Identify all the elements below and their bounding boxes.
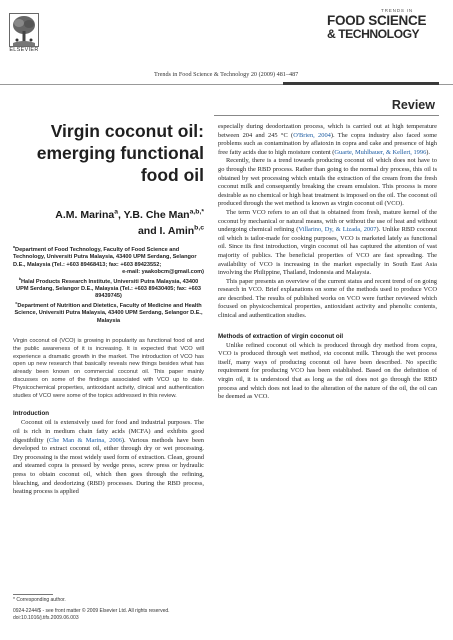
masthead-food-science: FOOD SCIENCE xyxy=(327,13,427,28)
text-run: ). Unlike RBD coconut oil which is tailor-made for cooking purposes, VCO is marketed lately as functional oil. Since its first introduction, virgin coconut oil has captured the attention of vast majority of publics. The beneficial properties of VCO are fast spreading. The availability of VCO is increasing in the market especially in South East Asia involving the Philippine, Thailand, Indonesia and Malaysia. xyxy=(218,226,437,277)
reference-link[interactable]: Che Man & Marina, 2006 xyxy=(48,436,122,444)
author-amin-sup: b,c xyxy=(194,224,204,232)
text-run: coconut milk. Through the wet process itself, many ways of producing coconut oil have been described. No specific requirement for producing VCO has been established. Based on the definition of virgin oil, it is understood that as long as the oil does not go through the RBD process and which does not lead to the alteration of the nature of the oil, the oil can be deemed as VCO. xyxy=(218,350,437,401)
left-column xyxy=(13,120,204,497)
title-line-1: Virgin coconut oil: xyxy=(50,121,204,141)
text-run: ). xyxy=(426,148,431,156)
doi-line[interactable]: doi:10.1016/j.tifs.2009.06.003 xyxy=(13,615,79,621)
text-run: This paper presents an overview of the current status and recent trend of on going research in VCO. Brief explanations on some of the methods used to produce VCO are described. The results of published works on VCO were further reviewed which focused on physicochemical properties, antioxidant activity and phenolic contents, clinical and authentication studies. xyxy=(218,277,437,320)
section-label: Review xyxy=(391,98,435,112)
reference-link[interactable]: Villarino, Dy, & Lizada, 2007 xyxy=(298,226,377,234)
body-paragraph xyxy=(218,157,437,209)
journal-masthead xyxy=(327,8,435,40)
introduction-heading: Introduction xyxy=(13,410,50,418)
text-run: Unlike refined coconut oil which is produced through dry method from copra, VCO is produced through wet method, xyxy=(218,341,437,358)
affiliation-b-sup: b xyxy=(18,276,21,281)
right-column xyxy=(218,123,437,402)
text-run: The term VCO refers to an oil that is obtained from fresh, mature kernel of the coconut by mechanical or natural means, with or without the use of heat and without undergoing chemical refining ( xyxy=(218,208,437,234)
text-run: Recently, there is a trend towards producing coconut oil which does not have to go through the RBD process. Rather than going to the normal dry process, this oil is obtained by wet processing which entails the extraction of the cream from the fresh coconut milk and consequently breaking the cream emulsion. This process is more desirable as no chemical or high heat treatment is imposed on the oil. The coconut oil produced through the wet method is known as virgin coconut oil (VCO). xyxy=(218,157,437,208)
author-list xyxy=(13,207,204,239)
body-paragraph xyxy=(218,278,437,321)
text-run: especially during deodorization process, which is carried out at high temperature between 204 and 245 °C ( xyxy=(218,123,437,139)
italic-term: via xyxy=(323,350,332,358)
author-marina: A.M. Marina xyxy=(55,209,115,221)
elsevier-logo xyxy=(8,13,40,53)
title-line-2: emerging functional xyxy=(36,143,204,163)
author-separator: , xyxy=(118,209,124,221)
reference-link[interactable]: Guarte, Muhlbauer, & Kellert, 1996 xyxy=(334,148,427,156)
corresponding-author-note: * Corresponding author. xyxy=(13,597,66,603)
author-amin: and I. Amin xyxy=(137,225,195,237)
masthead-technology: & TECHNOLOGY xyxy=(327,26,420,41)
author-che-man: Y.B. Che Man xyxy=(123,209,190,221)
text-run: Coconut oil is extensively used for food and industrial purposes. The oil is rich in medium chain fatty acids (MCFA) and exhibits good digestibility ( xyxy=(13,419,204,444)
footnote-rule xyxy=(13,594,53,595)
body-paragraph xyxy=(218,342,437,402)
footnote-block xyxy=(13,594,204,622)
article-title xyxy=(13,120,204,186)
publisher-name: ELSEVIER xyxy=(9,47,39,53)
abstract: Virgin coconut oil (VCO) is growing in popularity as functional food oil and the public awareness of it is increasing. It is expected that VCO will experience a dramatic growth in the market. The introduction of VCO has open up new research that basically reveals new things besides what has already been known on commercial coconut oil. This paper mainly discusses on some of the findings associated with VCO up to date. Physicochemical properties, antioxidant activity, clinical and authentication studies of VCO were some of the topics addressed in this review. xyxy=(13,338,204,399)
author-che-man-sup: a,b,* xyxy=(189,208,204,216)
journal-citation: Trends in Food Science & Technology 20 (2009) 481–487 xyxy=(154,71,299,78)
copyright-line: 0924-2244/$ - see front matter © 2009 Elsevier Ltd. All rights reserved. xyxy=(13,608,170,614)
body-paragraph xyxy=(218,123,437,157)
methods-heading: Methods of extraction of virgin coconut oil xyxy=(218,332,344,340)
affiliation-a xyxy=(13,247,204,277)
masthead-trends-in: TRENDS IN xyxy=(381,8,413,13)
body-paragraph xyxy=(218,209,437,278)
affiliation-c-text: Department of Nutrition and Dietetics, Faculty of Medicine and Health Science, Universiti Putra Malaysia, 43400 UPM Serdang, Selangor D.E., Malaysia xyxy=(14,302,203,324)
affiliation-b xyxy=(13,276,204,301)
header-rule-accent xyxy=(283,82,439,85)
affiliation-b-text: Halal Products Research Institute, Universiti Putra Malaysia, 43400 UPM Serdang, Selangor D.E., Malaysia (Tel.: +603 89430405; fax: +603 89439745) xyxy=(16,278,201,300)
corresponding-email[interactable]: e-mail: yaakobcm@gmail.com) xyxy=(122,269,204,276)
title-line-3: food oil xyxy=(140,165,204,185)
text-run: ). Various methods have been developed to extract coconut oil, either through dry or wet processing. Dry processing is the most widely used form of extraction. Clean, ground and steamed copra is pressed by wedge press, screw press or hydraulic press to obtain coconut oil, which then goes through the refining, bleaching, and deodorizing (RBD) processes. During the RBD process, heating process is applied xyxy=(13,436,204,496)
reference-link[interactable]: O'Brien, 2004 xyxy=(293,131,331,139)
affiliation-a-text: Department of Food Technology, Faculty of Food Science and Technology, Universiti Putra Malaysia, 43400 UPM Serdang, Selangor D.E., Malaysia (Tel.: +603 89468413; fax: +603 89423552; xyxy=(13,247,197,268)
affiliation-c xyxy=(13,300,204,325)
introduction-paragraph xyxy=(13,419,204,496)
affiliations xyxy=(13,247,204,325)
affiliation-c-sup: c xyxy=(15,300,18,305)
author-marina-sup: a xyxy=(114,208,119,216)
elsevier-tree-icon xyxy=(9,13,39,47)
text-run: ). The copra industry also faced some problems such as contamination by aflatoxin in copra and cake and presence of high free fatty acids due to high moisture content ( xyxy=(218,131,437,156)
section-rule xyxy=(214,115,439,116)
affiliation-a-sup: a xyxy=(13,245,16,250)
